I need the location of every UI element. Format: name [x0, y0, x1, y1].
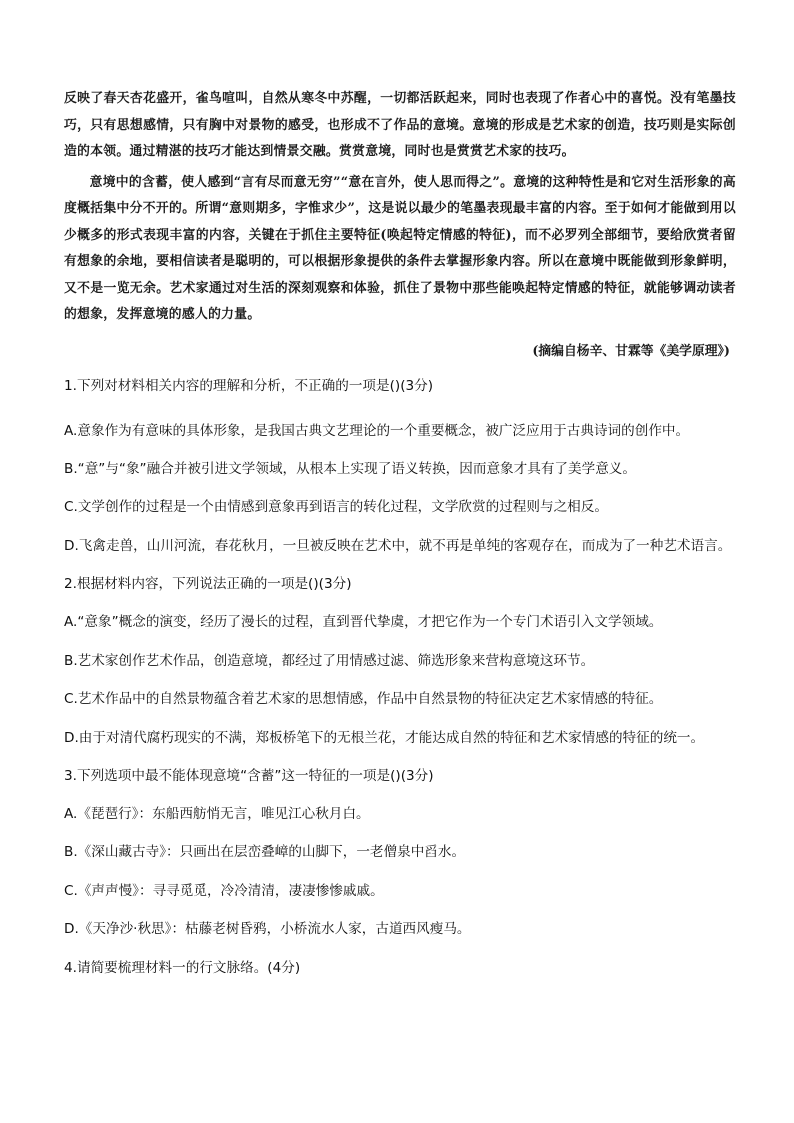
- question-2-option-b: B.艺术家创作艺术作品，创造意境，都经过了用情感过滤、筛选形象来营构意境这环节。: [64, 653, 595, 669]
- question-2-option-a: A.“意象”概念的演变，经历了漫长的过程，直到晋代挚虞，才把它作为一个专门术语引入文学领域。: [64, 614, 663, 630]
- question-1-option-d: D.飞禽走兽，山川河流，春花秋月，一旦被反映在艺术中，就不再是单纯的客观存在，而成为了一种艺术语言。: [64, 538, 732, 554]
- question-3-stem: 3.下列选项中最不能体现意境“含蓄”这一特征的一项是()(3分): [64, 768, 434, 784]
- passage-paragraph-1: 反映了春天杏花盛开，雀鸟喧叫，自然从寒冬中苏醒，一切都活跃起来，同时也表现了作者心中的喜悦。没有笔墨技巧，只有思想感情，只有胸中对景物的感受，也形成不了作品的意境。意境的形成是艺术家的创造，技巧则是实际创造的本领。通过精湛的技巧才能达到情景交融。赏赏意境，同时也是赏赏艺术家的技巧。: [64, 91, 736, 159]
- question-3-option-a: A.《琵琶行》：东船西舫悄无言，唯见江心秋月白。: [64, 806, 370, 822]
- reading-passage: [64, 86, 736, 329]
- question-3-option-d: D.《天净沙·秋思》：枯藤老树昏鸦，小桥流水人家，古道西风瘦马。: [64, 921, 471, 937]
- question-2-stem: 2.根据材料内容，下列说法正确的一项是()(3分): [64, 576, 352, 592]
- question-2-option-c: C.艺术作品中的自然景物蕴含着艺术家的思想情感，作品中自然景物的特征决定艺术家情感的特征。: [64, 691, 663, 707]
- question-1-option-b: B.“意”与“象”融合并被引进文学领域，从根本上实现了语义转换，因而意象才具有了美学意义。: [64, 461, 636, 477]
- question-2-option-d: D.由于对清代腐朽现实的不满，郑板桥笔下的无根兰花，才能达成自然的特征和艺术家情感的特征的统一。: [64, 730, 705, 746]
- question-1-option-a: A.意象作为有意味的具体形象，是我国古典文艺理论的一个重要概念，被广泛应用于古典诗词的创作中。: [64, 423, 690, 439]
- passage-source: (摘编自杨辛、甘霖等《美学原理》): [532, 344, 730, 359]
- passage-paragraph-2: 意境中的含蓄，使人感到“言有尽而意无穷”“意在言外，使人思而得之”。意境的这种特性是和它对生活形象的高度概括集中分不开的。所谓“意则期多，字惟求少”，这是说以最少的笔墨表现最丰富的内容。至于如何才能做到用以少概多的形式表现丰富的内容，关键在于抓住主要特征(唤起特定情感的特征)，而不必罗列全部细节，要给欣赏者留有想象的余地，要相信读者是聪明的，可以根据形象提供的条件去掌握形象内容。所以在意境中既能做到形象鲜明，又不是一览无余。艺术家通过对生活的深刻观察和体验，抓住了景物中那些能唤起特定情感的特征，就能够调动读者的想象，发挥意境的感人的力量。: [64, 174, 736, 322]
- question-3-option-c: C.《声声慢》：寻寻觅觅，冷冷清清，凄凄惨惨戚戚。: [64, 883, 384, 899]
- question-3-option-b: B.《深山藏古寺》：只画出在层峦叠嶂的山脚下，一老僧泉中舀水。: [64, 844, 466, 860]
- question-1-option-c: C.文学创作的过程是一个由情感到意象再到语言的转化过程，文学欣赏的过程则与之相反。: [64, 499, 608, 515]
- question-4-stem: 4.请简要梳理材料一的行文脉络。(4分): [64, 960, 301, 976]
- question-1-stem: 1.下列对材料相关内容的理解和分析，不正确的一项是()(3分): [64, 378, 434, 394]
